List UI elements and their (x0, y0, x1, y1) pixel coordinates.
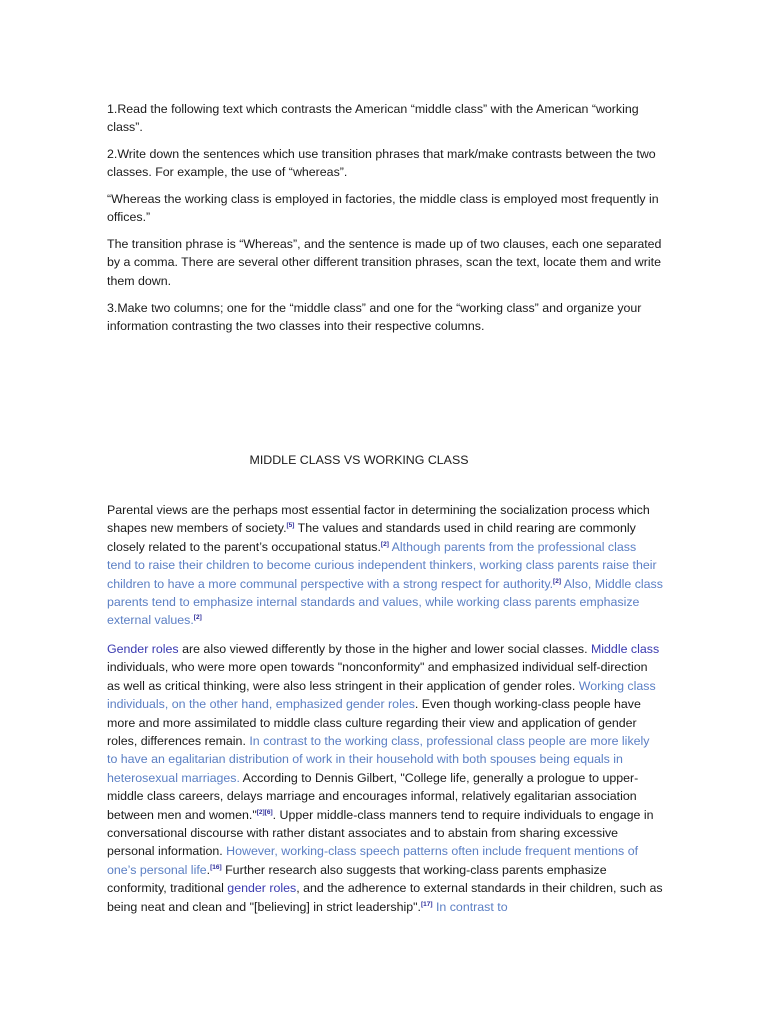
p2-text-7: Further research also suggests that working-class parents emphasize conformity, traditional (107, 862, 607, 896)
citation-16[interactable]: [16] (210, 863, 222, 871)
p1-sentence-1: Parental views are the perhaps most essential factor in determining the socialization process which shapes new members of society. (107, 503, 650, 536)
citation-2[interactable]: [2] (380, 540, 389, 548)
p2-text-4: According to Dennis Gilbert, "College life, generally a prologue to upper-middle class careers, delays marriage and encourages informal, relatively egalitarian association between men and women." (107, 770, 639, 822)
p2-text-8: , and the adherence to external standards in their children, such as being neat and clean and "[believing] in strict leadership". (107, 881, 663, 914)
highlight-in-contrast-to: In contrast to (432, 899, 508, 914)
highlight-speech-patterns: However, working-class speech patterns often include frequent mentions of one’s personal life (107, 844, 639, 877)
citation-2[interactable]: [2] (553, 577, 561, 585)
example-sentence (107, 190, 663, 227)
gender-roles-link-2[interactable]: gender roles (227, 881, 297, 896)
citation-2-6[interactable]: [2][6] (256, 808, 273, 816)
paragraph-gender-roles (107, 640, 663, 916)
highlight-in-contrast: In contrast to the working class, professional class people are more likely to have an egalitarian distribution of work in their household with both spouses being equals in heterosexual marriages. (107, 734, 650, 785)
middle-class-link[interactable]: Middle class (590, 642, 660, 656)
highlight-working-class-gender: Working class individuals, on the other hand, emphasized gender roles (107, 678, 656, 712)
paragraph-parental-views (107, 501, 663, 630)
citation-5[interactable]: [5] (286, 522, 295, 530)
p2-text-3: . Even though working-class people have more and more assimilated to middle class culture regarding their view and application of gender roles, differences remain. (107, 697, 641, 749)
p2-text-1: are also viewed differently by those in the higher and lower social classes. (178, 642, 591, 656)
citation-17[interactable]: [17] (420, 900, 433, 908)
highlight-internal-standards: Also, Middle class parents tend to emphasize internal standards and values, while working class parents emphasize external values. (107, 576, 663, 628)
p2-text-6: . (206, 862, 211, 877)
instruction-2-text: 2.Write down the sentences which use transition phrases that mark/make contrasts between the two classes. For example, the use of “whereas”. (107, 147, 656, 180)
highlight-professional-class: Although parents from the professional class tend to raise their children to become curious independent thinkers, working class parents raise their children to have a more communal perspective with a strong respect for authority. (107, 539, 657, 591)
article-title: MIDDLE CLASS VS WORKING CLASS (249, 453, 469, 467)
instruction-3 (107, 299, 663, 336)
transition-explanation-text: The transition phrase is “Whereas”, and the sentence is made up of two clauses, each one separated by a comma. There are several other different transition phrases, scan the text, locate them and write them down. (107, 237, 662, 288)
p2-text-2: individuals, who were more open towards "nonconformity" and emphasized individual self-direction as well as critical thinking, were also less stringent in their application of gender roles. (107, 660, 648, 693)
instruction-2 (107, 145, 663, 182)
citation-2[interactable]: [2] (193, 614, 202, 622)
example-sentence-text: “Whereas the working class is employed in factories, the middle class is employed most frequently in offices.” (107, 192, 659, 225)
p2-text-5: . Upper middle-class manners tend to require individuals to engage in conversational discourse with rather distant associates and to abstain from sharing excessive personal information. (107, 807, 654, 859)
gender-roles-link[interactable]: Gender roles (107, 642, 179, 656)
instruction-3-text: 3.Make two columns; one for the “middle class” and one for the “working class” and organize your information contrasting the two classes into their respective columns. (107, 301, 642, 334)
instruction-1 (107, 100, 663, 137)
transition-explanation (107, 235, 663, 290)
p1-sentence-2: The values and standards used in child rearing are commonly closely related to the parent’s occupational status. (107, 521, 636, 554)
instruction-1-text: 1.Read the following text which contrasts the American “middle class” with the American “working class”. (107, 102, 639, 135)
